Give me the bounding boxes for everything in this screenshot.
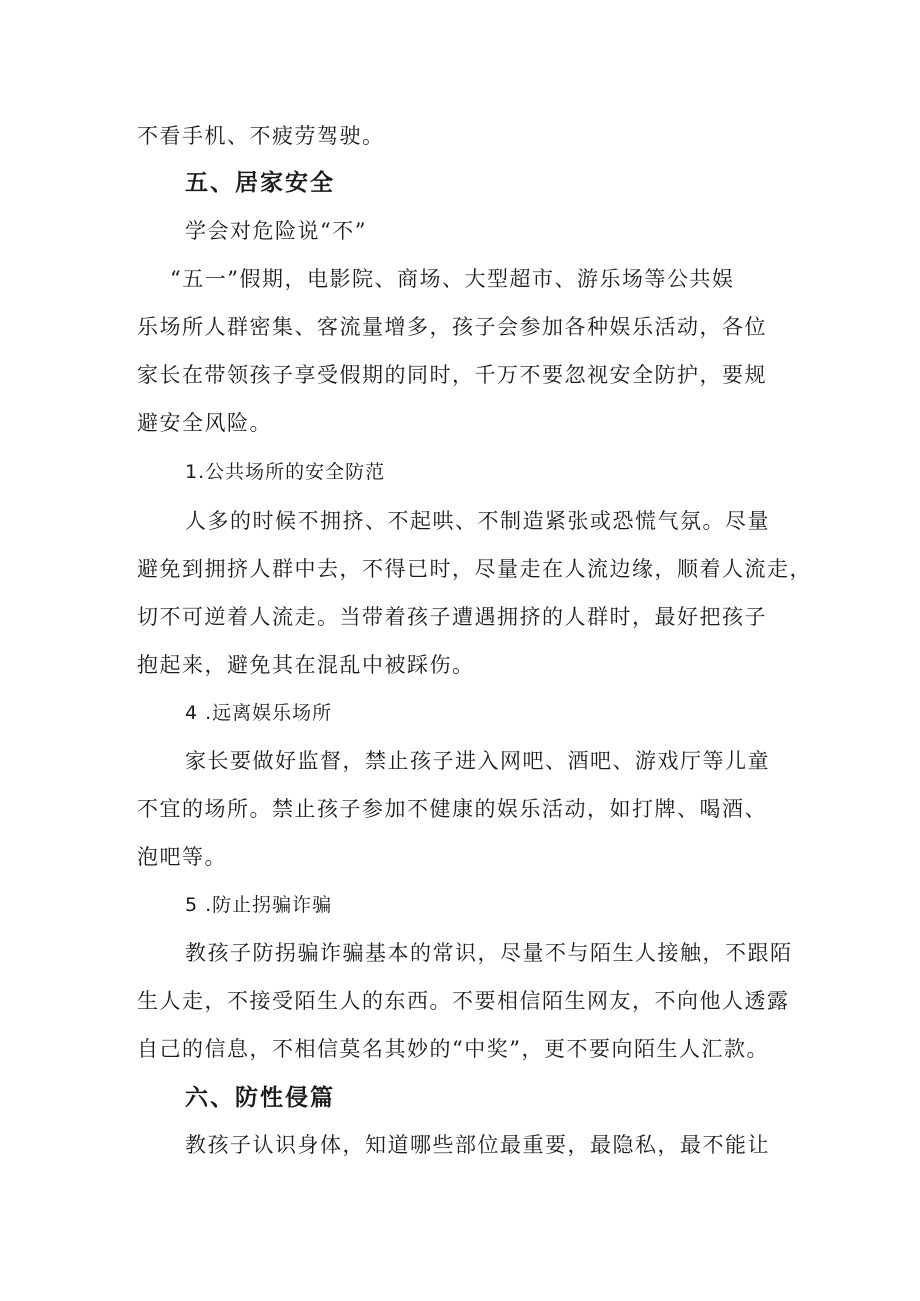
paragraph-line: 乐场所人群密集、客流量增多，孩子会参加各种娱乐活动，各位 <box>137 315 767 339</box>
paragraph-line: “五一”假期，电影院、商场、大型超市、游乐场等公共娱 <box>170 267 735 291</box>
paragraph-line: 自己的信息，不相信莫名其妙的“中奖”，更不要向陌生人汇款。 <box>137 1037 769 1061</box>
paragraph-line: 抱起来，避免其在混乱中被踩伤。 <box>137 653 475 677</box>
paragraph-line: 避免到拥挤人群中去，不得已时，尽量走在人流边缘，顺着人流走， <box>137 557 812 581</box>
paragraph-line: 避安全风险。 <box>137 411 272 435</box>
section-heading-anti-sexual-assault: 六、防性侵篇 <box>185 1085 335 1111</box>
subheading-say-no: 学会对危险说“不” <box>185 219 367 243</box>
paragraph-line: 生人走，不接受陌生人的东西。不要相信陌生网友，不向他人透露 <box>137 989 790 1013</box>
paragraph-line: 家长要做好监督，禁止孩子进入网吧、酒吧、游戏厅等儿童 <box>185 749 770 773</box>
paragraph-line: 泡吧等。 <box>137 845 227 869</box>
paragraph-line: 教孩子防拐骗诈骗基本的常识，尽量不与陌生人接触，不跟陌 <box>185 941 793 965</box>
paragraph-line: 切不可逆着人流走。当带着孩子遭遇拥挤的人群时，最好把孩子 <box>137 605 767 629</box>
paragraph-line: 教孩子认识身体，知道哪些部位最重要，最隐私，最不能让 <box>185 1133 770 1157</box>
subheading-anti-abduction: 5 .防止拐骗诈骗 <box>185 894 333 916</box>
text-line-continuation: 不看手机、不疲劳驾驶。 <box>137 124 385 148</box>
paragraph-line: 家长在带领孩子享受假期的同时，千万不要忽视安全防护，要规 <box>137 363 767 387</box>
paragraph-line: 人多的时候不拥挤、不起哄、不制造紧张或恐慌气氛。尽量 <box>185 509 770 533</box>
paragraph-line: 不宜的场所。禁止孩子参加不健康的娱乐活动，如打牌、喝酒、 <box>137 797 767 821</box>
subheading-entertainment-venues: 4 .远离娱乐场所 <box>185 702 333 724</box>
subheading-public-places: 1.公共场所的安全防范 <box>185 461 386 483</box>
section-heading-home-safety: 五、居家安全 <box>185 170 335 196</box>
